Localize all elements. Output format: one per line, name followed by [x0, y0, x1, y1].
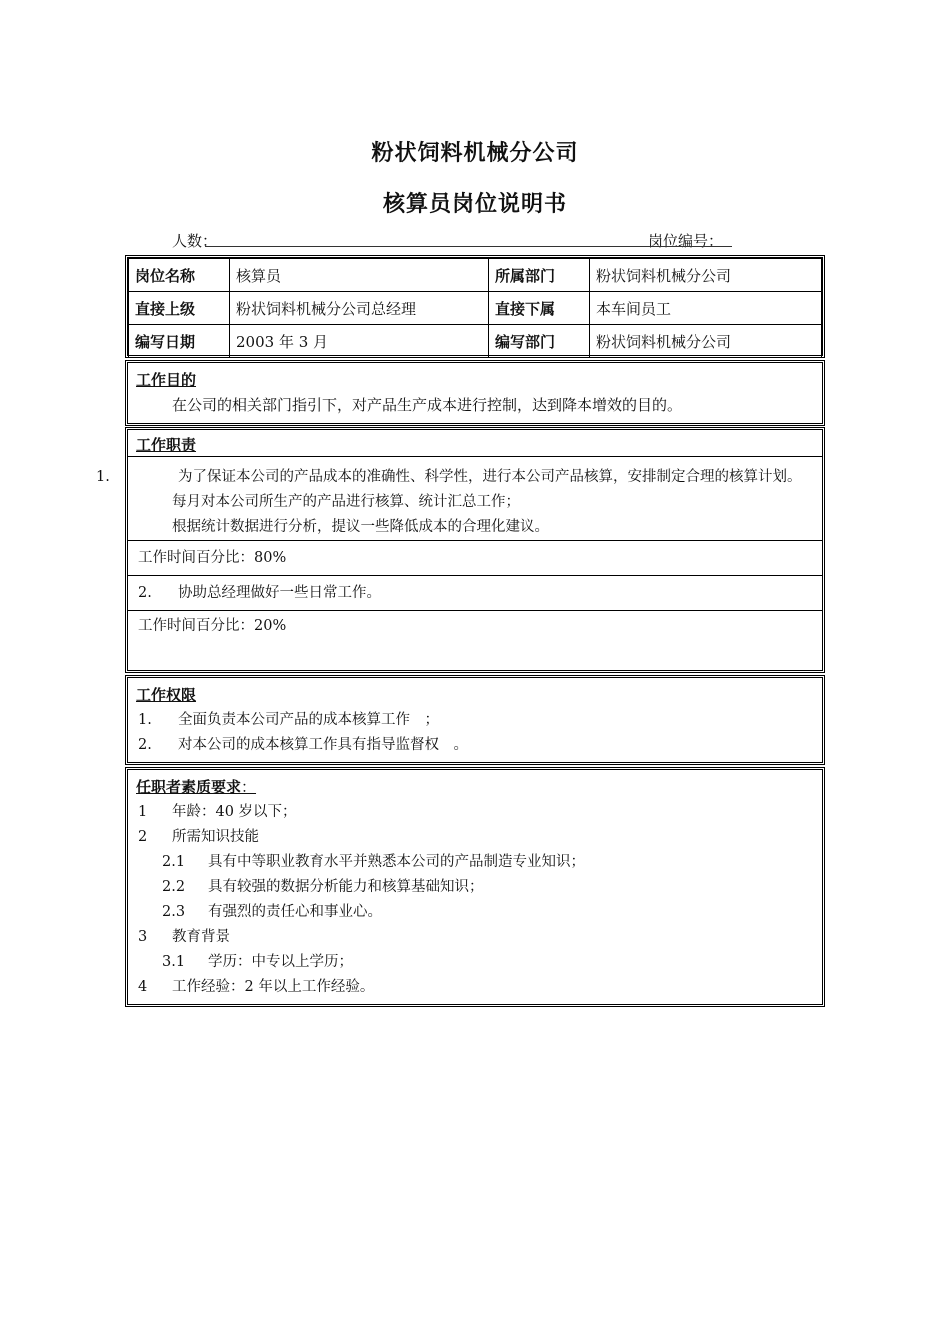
requirements-heading-text: 任职者素质要求 [136, 778, 242, 796]
position-name-value: 核算员 [230, 259, 489, 292]
authority-section [125, 675, 825, 765]
authority-2-number: 2. [138, 737, 152, 753]
requirements-section [125, 767, 825, 1007]
authority-1-text: 全面负责本公司产品的成本核算工作 ； [178, 712, 439, 728]
info-table-frame [125, 255, 825, 358]
requirement-2-2-text: 具有较强的数据分析能力和核算基础知识； [208, 879, 484, 895]
requirement-3-text: 教育背景 [172, 929, 230, 945]
requirements-heading-colon: ： [241, 778, 257, 796]
requirement-3 [128, 925, 822, 950]
duty-2-text: 协助总经理做好一些日常工作。 [178, 585, 381, 601]
requirement-2-3-text: 有强烈的责任心和事业心。 [208, 904, 382, 920]
duty-1-time-percent: 工作时间百分比：80% [128, 540, 822, 575]
requirement-1-text: 年龄：40 岁以下； [172, 804, 297, 820]
duty-1 [96, 465, 822, 490]
requirement-1 [128, 800, 822, 825]
post-id-label: 岗位编号： [648, 232, 724, 250]
requirement-2-1-number: 2.1 [162, 854, 186, 870]
purpose-text: 在公司的相关部门指引下，对产品生产成本进行控制，达到降本增效的目的。 [172, 396, 683, 414]
requirement-2-text: 所需知识技能 [172, 829, 259, 845]
table-row [129, 325, 822, 358]
duty-1-bullet-1 [128, 490, 822, 515]
requirement-2-number: 2 [138, 829, 148, 845]
duty-1-text: 为了保证本公司的产品成本的准确性、科学性，进行本公司产品核算，安排制定合理的核算计划。 [178, 469, 802, 485]
department-label: 所属部门 [489, 259, 590, 292]
meta-underline [205, 246, 732, 247]
duty-2 [128, 575, 822, 610]
duty-1-bullet-2 [128, 515, 822, 540]
purpose-section [125, 360, 825, 426]
headcount-label: 人数： [172, 232, 218, 250]
requirement-3-1-number: 3.1 [162, 954, 186, 970]
duty-1-number: 1. [96, 469, 110, 485]
requirement-2-2 [128, 875, 822, 900]
requirement-2-3 [128, 900, 822, 925]
requirement-4 [128, 975, 822, 1000]
table-row [129, 259, 822, 292]
duty-1-block [96, 456, 822, 540]
subordinate-value: 本车间员工 [590, 292, 822, 325]
authority-2-text: 对本公司的成本核算工作具有指导监督权 。 [178, 737, 468, 753]
duty-1-bullet-2-text: 根据统计数据进行分析，提议一些降低成本的合理化建议。 [172, 519, 549, 535]
requirement-3-number: 3 [138, 929, 148, 945]
requirement-2-3-number: 2.3 [162, 904, 186, 920]
requirement-1-number: 1 [138, 804, 148, 820]
authority-1-number: 1. [138, 712, 152, 728]
requirement-2-1-text: 具有中等职业教育水平并熟悉本公司的产品制造专业知识； [208, 854, 585, 870]
date-value: 2003 年 3 月 [230, 325, 489, 358]
duty-2-time-percent: 工作时间百分比：20% [128, 610, 822, 641]
info-table [128, 258, 822, 358]
requirement-4-number: 4 [138, 979, 148, 995]
position-name-label: 岗位名称 [129, 259, 230, 292]
requirement-2 [128, 825, 822, 850]
date-label: 编写日期 [129, 325, 230, 358]
requirement-3-1 [128, 950, 822, 975]
supervisor-label: 直接上级 [129, 292, 230, 325]
company-title: 粉状饲料机械分公司 [371, 141, 579, 166]
requirement-3-1-text: 学历：中专以上学历； [208, 954, 353, 970]
duty-1-bullet-1-text: 每月对本公司所生产的产品进行核算、统计汇总工作； [172, 494, 520, 510]
requirement-2-1 [128, 850, 822, 875]
author-dept-label: 编写部门 [489, 325, 590, 358]
duties-section [96, 427, 825, 673]
requirement-4-text: 工作经验：2 年以上工作经验。 [172, 979, 375, 995]
authority-1 [128, 708, 822, 733]
authority-heading: 工作权限 [136, 686, 197, 704]
requirement-2-2-number: 2.2 [162, 879, 186, 895]
authority-2 [128, 733, 822, 758]
table-row [129, 292, 822, 325]
purpose-heading: 工作目的 [136, 371, 197, 389]
subordinate-label: 直接下属 [489, 292, 590, 325]
supervisor-value: 粉状饲料机械分公司总经理 [230, 292, 489, 325]
department-value: 粉状饲料机械分公司 [590, 259, 822, 292]
duties-heading: 工作职责 [136, 436, 197, 454]
requirements-heading [128, 770, 822, 800]
duty-2-number: 2. [138, 585, 152, 601]
document-title: 核算员岗位说明书 [382, 192, 567, 217]
author-dept-value: 粉状饲料机械分公司 [590, 325, 822, 358]
